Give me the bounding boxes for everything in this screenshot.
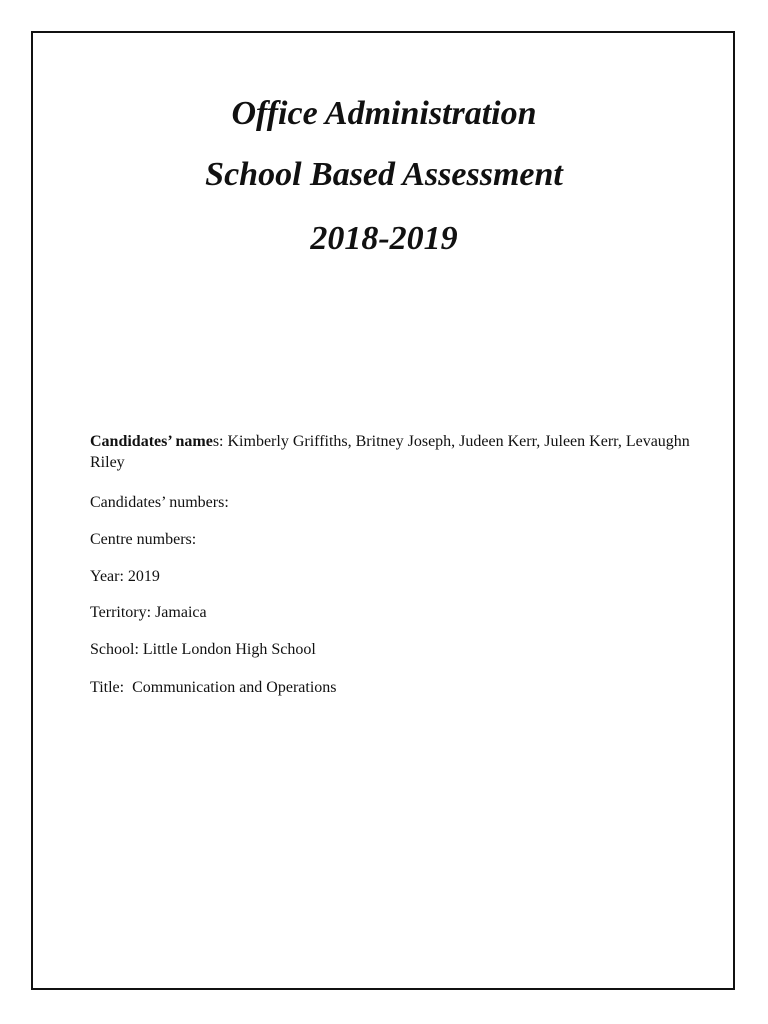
candidates-numbers: Candidates’ numbers: <box>90 494 229 511</box>
candidates-names-label-suffix: s: <box>212 433 228 450</box>
year: Year: 2019 <box>90 568 160 585</box>
school: School: Little London High School <box>90 641 316 658</box>
title-field: Title: Communication and Operations <box>90 679 337 696</box>
title-line-3: 2018-2019 <box>310 220 458 257</box>
territory: Territory: Jamaica <box>90 604 207 621</box>
title-line-2: School Based Assessment <box>205 156 563 193</box>
candidates-names-value: Kimberly Griffiths, Britney Joseph, Judeen Kerr, Juleen Kerr, Levaughn Riley <box>90 433 690 471</box>
centre-numbers: Centre numbers: <box>90 531 197 548</box>
candidates-names <box>90 431 690 473</box>
title-line-1: Office Administration <box>231 95 537 132</box>
candidates-names-label: Candidates’ name <box>90 433 213 450</box>
